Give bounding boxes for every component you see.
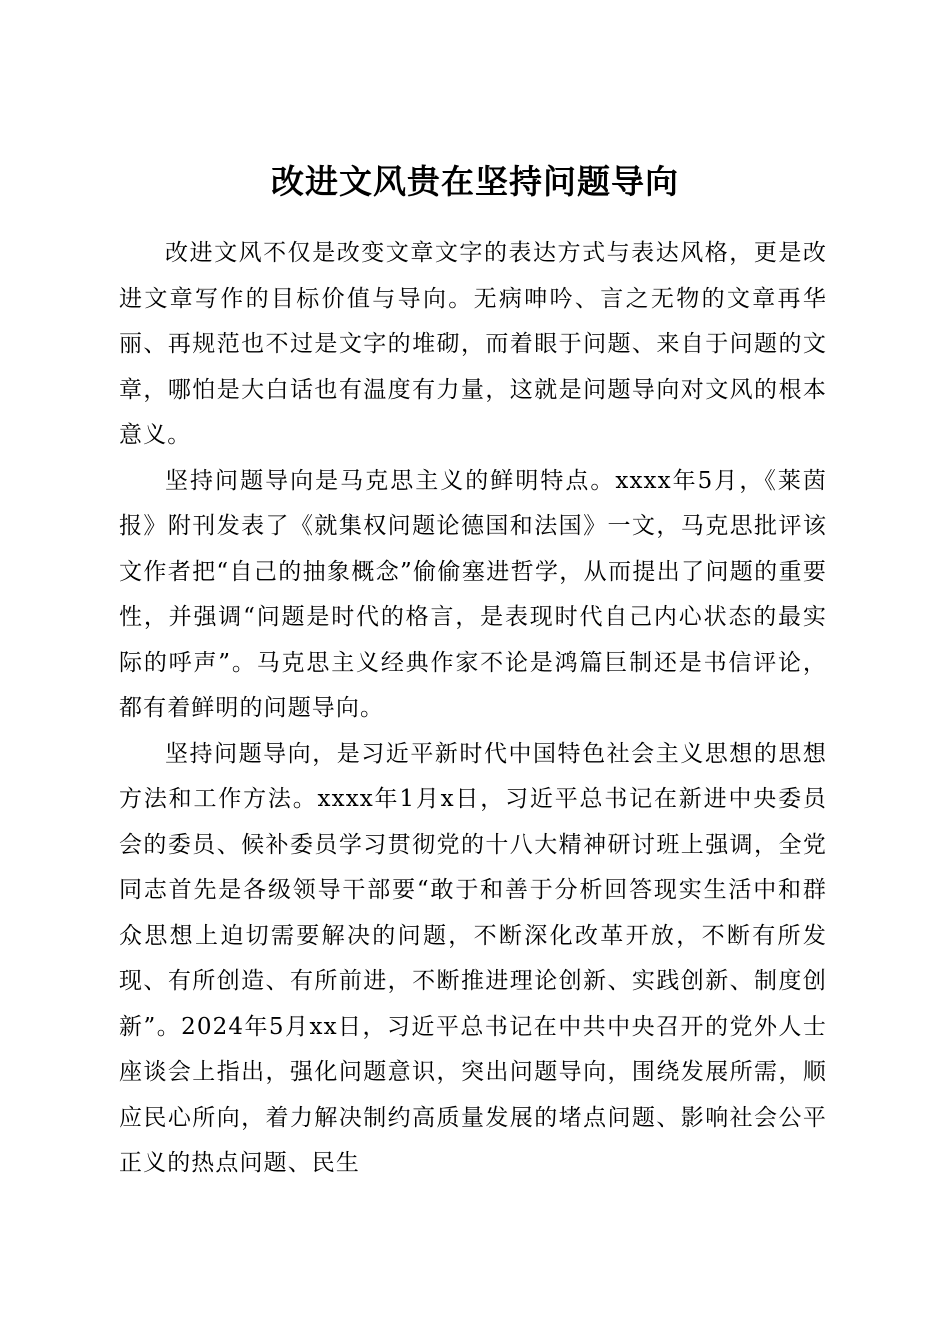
paragraph: 坚持问题导向是马克思主义的鲜明特点。xxxx年5月，《莱茵报》附刊发表了《就集权问题论德国和法国》一文，马克思批评该文作者把“自己的抽象概念”偷偷塞进哲学，从而提出了问题的重要性，并强调“问题是时代的格言，是表现时代自己内心状态的最实际的呼声”。马克思主义经典作家不论是鸿篇巨制还是书信评论，都有着鲜明的问题导向。 — [119, 467, 827, 721]
paragraph: 坚持问题导向，是习近平新时代中国特色社会主义思想的思想方法和工作方法。xxxx年1月x日，习近平总书记在新进中央委员会的委员、候补委员学习贯彻党的十八大精神研讨班上强调，全党同志首先是各级领导干部要“敢于和善于分析回答现实生活中和群众思想上迫切需要解决的问题，不断深化改革开放，不断有所发现、有所创造、有所前进，不断推进理论创新、实践创新、制度创新”。2024年5月xx日，习近平总书记在中共中央召开的党外人士座谈会上指出，强化问题意识，突出问题导向，围绕发展所需，顺应民心所向，着力解决制约高质量发展的堵点问题、影响社会公平正义的热点问题、民生 — [119, 740, 827, 1176]
document-title: 改进文风贵在坚持问题导向 — [271, 162, 679, 202]
document-body — [119, 231, 827, 1187]
paragraph: 改进文风不仅是改变文章文字的表达方式与表达风格，更是改进文章写作的目标价值与导向。无病呻吟、言之无物的文章再华丽、再规范也不过是文字的堆砌，而着眼于问题、来自于问题的文章，哪怕是大白话也有温度有力量，这就是问题导向对文风的根本意义。 — [119, 240, 827, 448]
